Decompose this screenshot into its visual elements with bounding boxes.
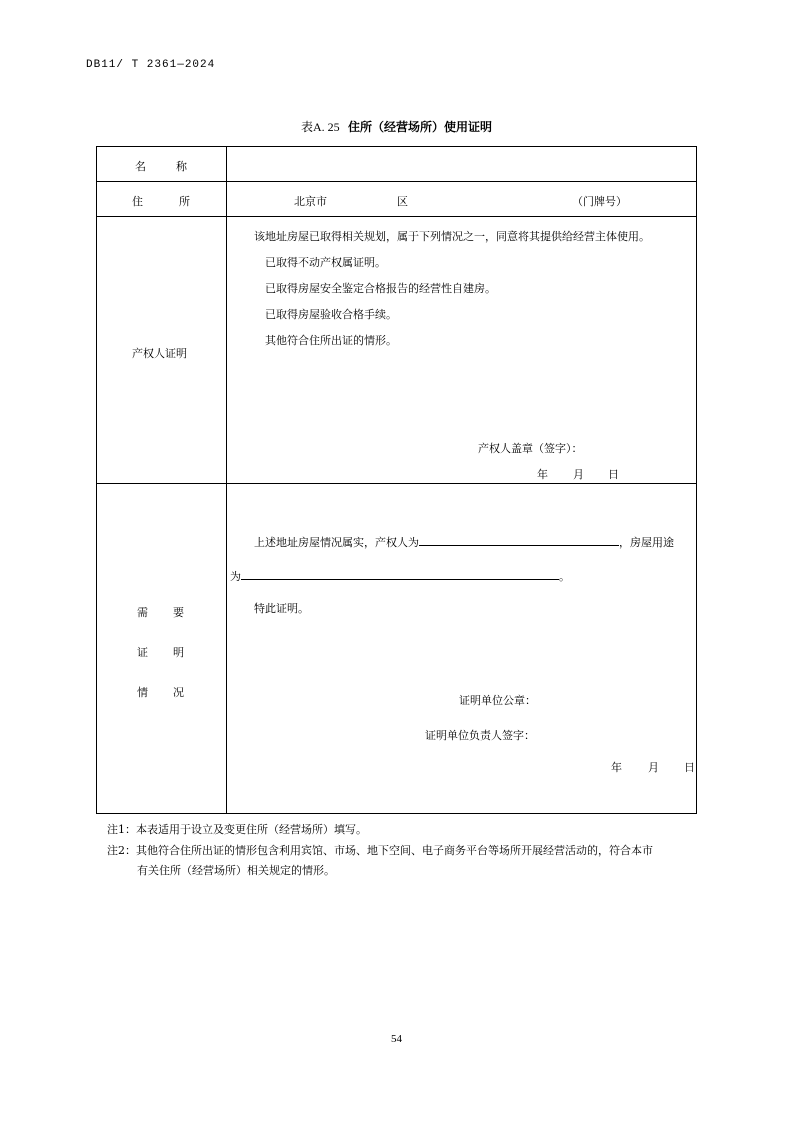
house-use-blank[interactable] bbox=[241, 567, 559, 580]
owner-option: 已取得房屋验收合格手续。 bbox=[265, 308, 397, 321]
address-label-char-1: 住 bbox=[132, 195, 143, 208]
proof-label-char: 明 bbox=[173, 646, 184, 659]
note-tag: 注1： bbox=[107, 823, 136, 836]
owner-option: 已取得房屋安全鉴定合格报告的经营性自建房。 bbox=[265, 282, 496, 295]
proof-label-char: 要 bbox=[173, 606, 184, 619]
name-label-char-1: 名 bbox=[135, 160, 146, 173]
proof-date-day: 日 bbox=[684, 761, 695, 774]
address-district: 区 bbox=[397, 195, 408, 208]
document-code: DB11/ T 2361—2024 bbox=[86, 59, 216, 71]
proof-statement-line-2 bbox=[230, 567, 570, 584]
row-divider bbox=[97, 483, 696, 484]
proof-line1-suffix: ，房屋用途 bbox=[619, 536, 674, 549]
owner-date-day: 日 bbox=[608, 468, 619, 481]
note-2 bbox=[107, 842, 653, 858]
table-title-text: 住所（经营场所）使用证明 bbox=[348, 120, 493, 134]
owner-intro: 该地址房屋已取得相关规划，属于下列情况之一，同意将其提供给经营主体使用。 bbox=[254, 230, 650, 243]
note-1 bbox=[107, 821, 367, 837]
unit-seal-label: 证明单位公章： bbox=[459, 694, 536, 707]
unit-head-signature-label: 证明单位负责人签字： bbox=[425, 729, 535, 742]
owner-seal-signature: 产权人盖章（签字）： bbox=[478, 442, 583, 455]
proof-line2-prefix: 为 bbox=[230, 570, 241, 583]
proof-date-month: 月 bbox=[648, 761, 659, 774]
note-2-continuation: 有关住所（经营场所）相关规定的情形。 bbox=[137, 864, 335, 877]
table-number: 表A. 25 bbox=[300, 120, 340, 134]
certificate-table bbox=[96, 146, 697, 814]
name-label-char-2: 称 bbox=[176, 160, 187, 173]
note-tag: 注2： bbox=[107, 844, 136, 857]
page-number: 54 bbox=[391, 1033, 402, 1045]
proof-line1-prefix: 上述地址房屋情况属实，产权人为 bbox=[254, 536, 419, 549]
note-text: 其他符合住所出证的情形包含利用宾馆、市场、地下空间、电子商务平台等场所开展经营活动的，符合本市 bbox=[136, 844, 653, 857]
special-proof-text: 特此证明。 bbox=[254, 602, 309, 615]
proof-line2-suffix: 。 bbox=[559, 570, 570, 583]
row-divider bbox=[97, 181, 696, 182]
address-city: 北京市 bbox=[294, 195, 327, 208]
address-door-number: （门牌号） bbox=[572, 195, 627, 208]
proof-label-char: 需 bbox=[137, 606, 148, 619]
owner-date-year: 年 bbox=[537, 468, 548, 481]
row-divider bbox=[97, 216, 696, 217]
owner-option: 已取得不动产权属证明。 bbox=[265, 256, 386, 269]
proof-label-char: 况 bbox=[173, 686, 184, 699]
owner-name-blank[interactable] bbox=[419, 533, 619, 546]
proof-date-year: 年 bbox=[611, 761, 622, 774]
proof-statement-line-1 bbox=[254, 533, 674, 550]
address-label-char-2: 所 bbox=[179, 195, 190, 208]
column-divider bbox=[226, 147, 227, 813]
proof-label-char: 证 bbox=[137, 646, 148, 659]
owner-proof-label: 产权人证明 bbox=[132, 347, 187, 360]
table-title bbox=[0, 118, 793, 135]
owner-date-month: 月 bbox=[573, 468, 584, 481]
owner-option: 其他符合住所出证的情形。 bbox=[265, 334, 397, 347]
proof-label-char: 情 bbox=[137, 686, 148, 699]
note-text: 本表适用于设立及变更住所（经营场所）填写。 bbox=[136, 823, 367, 836]
